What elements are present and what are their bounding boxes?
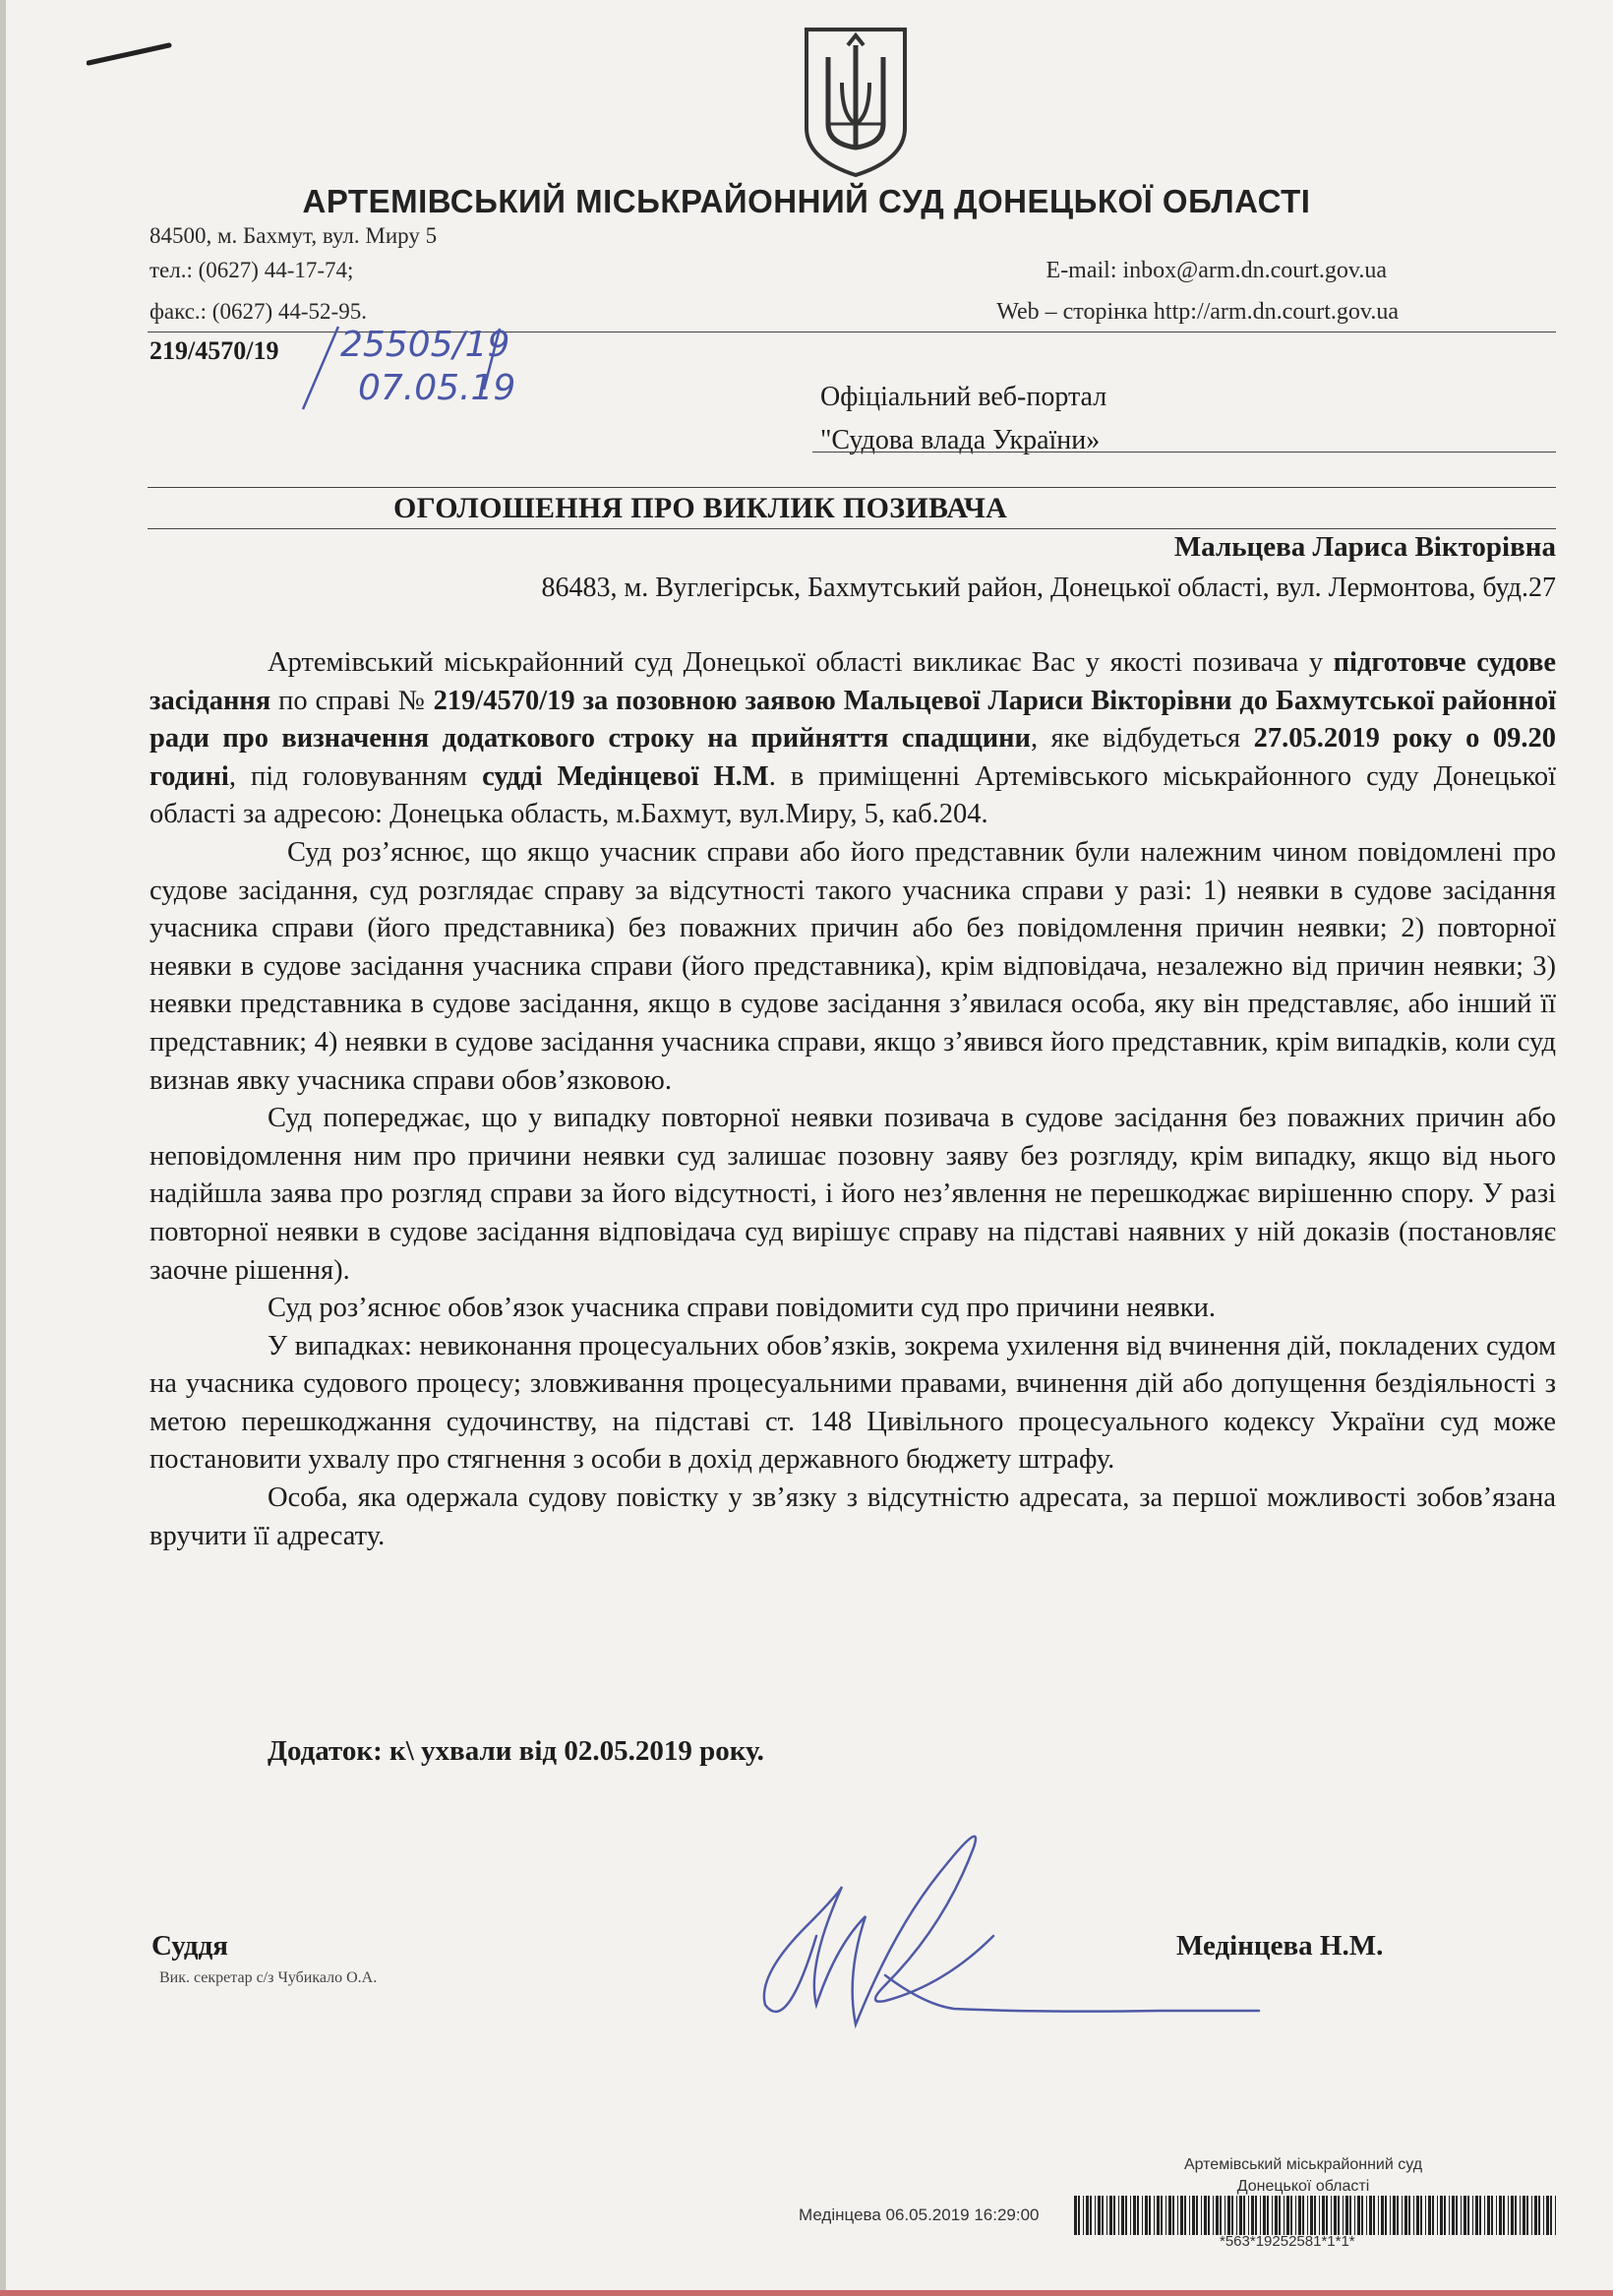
barcode-bar (1357, 2196, 1360, 2235)
barcode-bar (1310, 2196, 1313, 2235)
handwritten-registration (295, 321, 590, 419)
barcode-bar (1095, 2196, 1096, 2235)
summons-datetime: 27.05.2019 року о 09.20 годині (149, 723, 1556, 792)
barcode-bar (1543, 2196, 1544, 2235)
barcode-bar (1083, 2196, 1084, 2235)
barcode-bar (1449, 2196, 1450, 2235)
barcode-bar (1319, 2196, 1320, 2235)
barcode-bar (1432, 2196, 1434, 2235)
barcode-bar (1361, 2196, 1363, 2235)
barcode-bar (1227, 2196, 1230, 2235)
barcode-bar (1546, 2196, 1549, 2235)
barcode-bar (1404, 2196, 1407, 2235)
barcode-bar (1390, 2196, 1391, 2235)
barcode-bar (1393, 2196, 1396, 2235)
document-barcode (1074, 2196, 1560, 2235)
barcode-bar (1286, 2196, 1289, 2235)
barcode-bar (1255, 2196, 1257, 2235)
barcode-bar (1440, 2196, 1443, 2235)
barcode-bar (1425, 2196, 1426, 2235)
barcode-bar (1130, 2196, 1131, 2235)
portal-line-1: Офіціальний веб-портал (820, 382, 1107, 412)
barcode-bar (1295, 2196, 1296, 2235)
barcode-bar (1354, 2196, 1355, 2235)
barcode-bar (1550, 2196, 1552, 2235)
e-signature-court-line-1: Артемівський міськрайонний суд (1183, 2156, 1423, 2173)
handwritten-reg-date: 07.05.19 (358, 368, 516, 408)
barcode-bar (1145, 2196, 1148, 2235)
barcode-bar (1172, 2196, 1174, 2235)
judge-label: Суддя (151, 1930, 228, 1962)
barcode-bar (1416, 2196, 1419, 2235)
barcode-bar (1397, 2196, 1399, 2235)
barcode-bar (1251, 2196, 1254, 2235)
barcode-bar (1369, 2196, 1372, 2235)
e-signature-court (1161, 2154, 1446, 2198)
notice-body (149, 644, 1556, 1555)
barcode-bar (1109, 2196, 1112, 2235)
barcode-bar (1196, 2196, 1198, 2235)
barcode-bar (1472, 2196, 1473, 2235)
barcode-bar (1216, 2196, 1219, 2235)
court-address: 84500, м. Бахмут, вул. Миру 5 (149, 223, 438, 248)
summons-text-2: по справі № (270, 685, 434, 716)
barcode-bar (1338, 2196, 1340, 2235)
barcode-bar (1220, 2196, 1222, 2235)
barcode-bar (1487, 2196, 1490, 2235)
portal-addressee (820, 376, 1106, 462)
paragraph-penalty: У випадках: невиконання процесуальних обов’язків, зокрема ухилення від вчинення дій, покладених судом на учасника судового процесу; зловживання процесуальними правами, вчинення дій або допущення бездіяльності з метою перешкоджання судочинству, на підставі ст. 148 Цивільного процесуального кодексу України суд може постановити ухвалу про стягнення з особи в дохід державного бюджету штрафу. (149, 1330, 1556, 1476)
barcode-bar (1272, 2196, 1273, 2235)
barcode-bar (1192, 2196, 1195, 2235)
barcode-bar (1121, 2196, 1124, 2235)
barcode-bar (1213, 2196, 1214, 2235)
handwritten-reg-number: 25505/19 (340, 325, 510, 365)
barcode-bar (1520, 2196, 1521, 2235)
barcode-bar (1307, 2196, 1308, 2235)
barcode-bar (1125, 2196, 1127, 2235)
attachment-note: Додаток: к\ ухвали від 02.05.2019 року. (268, 1735, 764, 1767)
barcode-bar (1078, 2196, 1080, 2235)
barcode-bar (1290, 2196, 1292, 2235)
barcode-bar (1534, 2196, 1537, 2235)
barcode-bar (1204, 2196, 1207, 2235)
barcode-bar (1113, 2196, 1115, 2235)
barcode-bar (1263, 2196, 1266, 2235)
barcode-bar (1322, 2196, 1325, 2235)
summons-hearing-type: підготовче судове засідання (149, 647, 1556, 716)
barcode-bar (1343, 2196, 1344, 2235)
barcode-bar (1496, 2196, 1497, 2235)
paragraph-obligation: Суд роз’яснює обов’язок учасника справи повідомити суд про причини неявки. (268, 1293, 1216, 1324)
portal-underline (812, 452, 1556, 453)
barcode-bar (1154, 2196, 1155, 2235)
barcode-bar (1118, 2196, 1119, 2235)
judge-signature (747, 1808, 1279, 2044)
summons-text-5: . в приміщенні Артемівського міськрайонного суду Донецької області за адресою: Донецька область, м.Бахмут, вул.Миру, 5, каб.204. (149, 760, 1557, 830)
barcode-bar (1314, 2196, 1316, 2235)
court-name: АРТЕМІВСЬКИЙ МІСЬКРАЙОННИЙ СУД ДОНЕЦЬКОЇ ОБЛАСТІ (302, 183, 1311, 219)
barcode-bar (1086, 2196, 1089, 2235)
barcode-bar (1275, 2196, 1278, 2235)
barcode-bar (1302, 2196, 1304, 2235)
barcode-bar (1366, 2196, 1367, 2235)
e-signature-timestamp: Медінцева 06.05.2019 16:29:00 (799, 2205, 1040, 2224)
barcode-bar (1102, 2196, 1104, 2235)
barcode-bar (1334, 2196, 1337, 2235)
barcode-bar (1345, 2196, 1348, 2235)
barcode-bar (1475, 2196, 1478, 2235)
barcode-bar (1408, 2196, 1410, 2235)
barcode-bar (1133, 2196, 1136, 2235)
scan-edge-band (0, 2290, 1613, 2296)
barcode-bar (1267, 2196, 1269, 2235)
barcode-bar (1538, 2196, 1540, 2235)
paragraph-summons (149, 644, 1556, 834)
case-number: 219/4570/19 (149, 336, 279, 365)
summons-case-subject: 219/4570/19 за позовною заявою Мальцевої Лариси Вікторівни до Бахмутської районної ради про визначення додаткового строку на прийняття спадщини (149, 685, 1557, 755)
barcode-bar (1526, 2196, 1528, 2235)
barcode-bar (1098, 2196, 1101, 2235)
barcode-bar (1298, 2196, 1301, 2235)
barcode-bar (1452, 2196, 1455, 2235)
paragraph-delivery: Особа, яка одержала судову повістку у зв’язку з відсутністю адресата, за першої можливості зобов’язана вручити її адресату. (149, 1482, 1556, 1551)
barcode-bar (1260, 2196, 1261, 2235)
barcode-bar (1165, 2196, 1166, 2235)
page-edge (0, 0, 6, 2296)
title-divider (148, 487, 1556, 488)
barcode-bar (1106, 2196, 1107, 2235)
barcode-bar (1467, 2196, 1469, 2235)
notice-title: ОГОЛОШЕННЯ ПРО ВИКЛИК ПОЗИВАЧА (393, 492, 1008, 524)
barcode-bar (1464, 2196, 1466, 2235)
summons-text-4: , під головуванням (228, 760, 483, 792)
barcode-bar (1378, 2196, 1379, 2235)
barcode-bar (1161, 2196, 1163, 2235)
barcode-bar (1428, 2196, 1431, 2235)
barcode-bar (1503, 2196, 1505, 2235)
barcode-bar (1461, 2196, 1462, 2235)
paragraph-warning: Суд попереджає, що у випадку повторної неявки позивача в судове засідання без поважних причин або неповідомлення ним про причини неявки суд залишає позовну заяву без розгляду, крім випадку, якщо від нього надійшла заява про розгляд справи за його відсутності, і його нез’явлення не перешкоджає вирішенню спору. У разі повторної неявки в судове засідання відповідача суд вирішує справу на підставі наявних у ній доказів (постановляє заочне рішення). (149, 1103, 1556, 1286)
summons-text-3: , яке відбудеться (1030, 723, 1254, 755)
coat-of-arms-icon (797, 22, 915, 179)
barcode-bar (1444, 2196, 1446, 2235)
barcode-bar (1402, 2196, 1403, 2235)
recipient-address: 86483, м. Вуглегірськ, Бахмутський район, Донецької області, вул. Лермонтова, буд.27 (541, 573, 1556, 603)
barcode-bar (1515, 2196, 1517, 2235)
barcode-bar (1413, 2196, 1414, 2235)
barcode-bar (1184, 2196, 1186, 2235)
barcode-bar (1499, 2196, 1502, 2235)
barcode-bar (1177, 2196, 1178, 2235)
recipient-name: Мальцева Лариса Вікторівна (1173, 531, 1556, 563)
portal-line-2: "Судова влада України» (820, 425, 1101, 455)
court-website: Web – сторінка http://arm.dn.court.gov.ua (996, 299, 1399, 325)
barcode-bar (1484, 2196, 1485, 2235)
court-phone: тел.: (0627) 44-17-74; (149, 258, 354, 282)
barcode-bar (1168, 2196, 1171, 2235)
barcode-bar (1189, 2196, 1190, 2235)
barcode-bar (1437, 2196, 1438, 2235)
barcode-bar (1142, 2196, 1143, 2235)
barcode-bar (1491, 2196, 1493, 2235)
summons-judge: судді Медінцевої Н.М (482, 760, 769, 792)
barcode-bar (1349, 2196, 1351, 2235)
summons-text-1: Артемівський міськрайонний суд Донецької області викликає Вас у якості позивача у (268, 647, 1334, 678)
barcode-bar (1236, 2196, 1237, 2235)
barcode-bar (1385, 2196, 1387, 2235)
pen-stroke-mark (87, 39, 173, 69)
barcode-bar (1508, 2196, 1509, 2235)
barcode-bar (1511, 2196, 1514, 2235)
barcode-bar (1523, 2196, 1525, 2235)
barcode-bar (1231, 2196, 1233, 2235)
barcode-bar (1149, 2196, 1151, 2235)
court-email: E-mail: inbox@arm.dn.court.gov.ua (1045, 258, 1387, 283)
barcode-bar (1373, 2196, 1375, 2235)
barcode-bar (1248, 2196, 1249, 2235)
barcode-bar (1326, 2196, 1328, 2235)
e-signature-court-line-2: Донецької області (1236, 2178, 1370, 2195)
barcode-bar (1137, 2196, 1139, 2235)
barcode-bar (1157, 2196, 1160, 2235)
barcode-bar (1208, 2196, 1210, 2235)
barcode-bar (1381, 2196, 1384, 2235)
barcode-bar (1279, 2196, 1281, 2235)
court-fax: факс.: (0627) 44-52-95. (149, 299, 367, 324)
barcode-bar (1201, 2196, 1202, 2235)
barcode-bar (1180, 2196, 1183, 2235)
barcode-bar (1239, 2196, 1242, 2235)
paragraph-absence-rules: Суд роз’яснює, що якщо учасник справи або його представник були належним чином повідомлені про судове засідання, суд розглядає справу за відсутності такого учасника справи у разі: 1) неявки в судове засідання учасника справи (його представника) без поважних причин або без повідомлення причин неявки; 2) повторної неявки в судове засідання учасника справи (його представника), крім відповідача, незалежно від причин неявки; 3) неявки представника в судове засідання, якщо в судове засідання з’явилася особа, яку він представляє, або інший її представник; 4) неявки в судове засідання учасника справи, якщо з’явився його представник, крім випадків, коли суд визнав явку учасника справи обов’язковою. (149, 836, 1556, 1096)
barcode-bar (1243, 2196, 1245, 2235)
barcode-bar (1531, 2196, 1532, 2235)
barcode-bar (1074, 2196, 1077, 2235)
barcode-text: *563*19252581*1*1* (1220, 2233, 1355, 2250)
title-underline (148, 528, 1556, 529)
barcode-bar (1456, 2196, 1458, 2235)
barcode-bar (1479, 2196, 1481, 2235)
barcode-bar (1555, 2196, 1556, 2235)
barcode-bar (1331, 2196, 1332, 2235)
secretary-note: Вик. секретар с/з Чубикало О.А. (159, 1969, 378, 1986)
judge-name: Медінцева Н.М. (1176, 1930, 1384, 1962)
barcode-bar (1420, 2196, 1422, 2235)
barcode-bar (1090, 2196, 1092, 2235)
